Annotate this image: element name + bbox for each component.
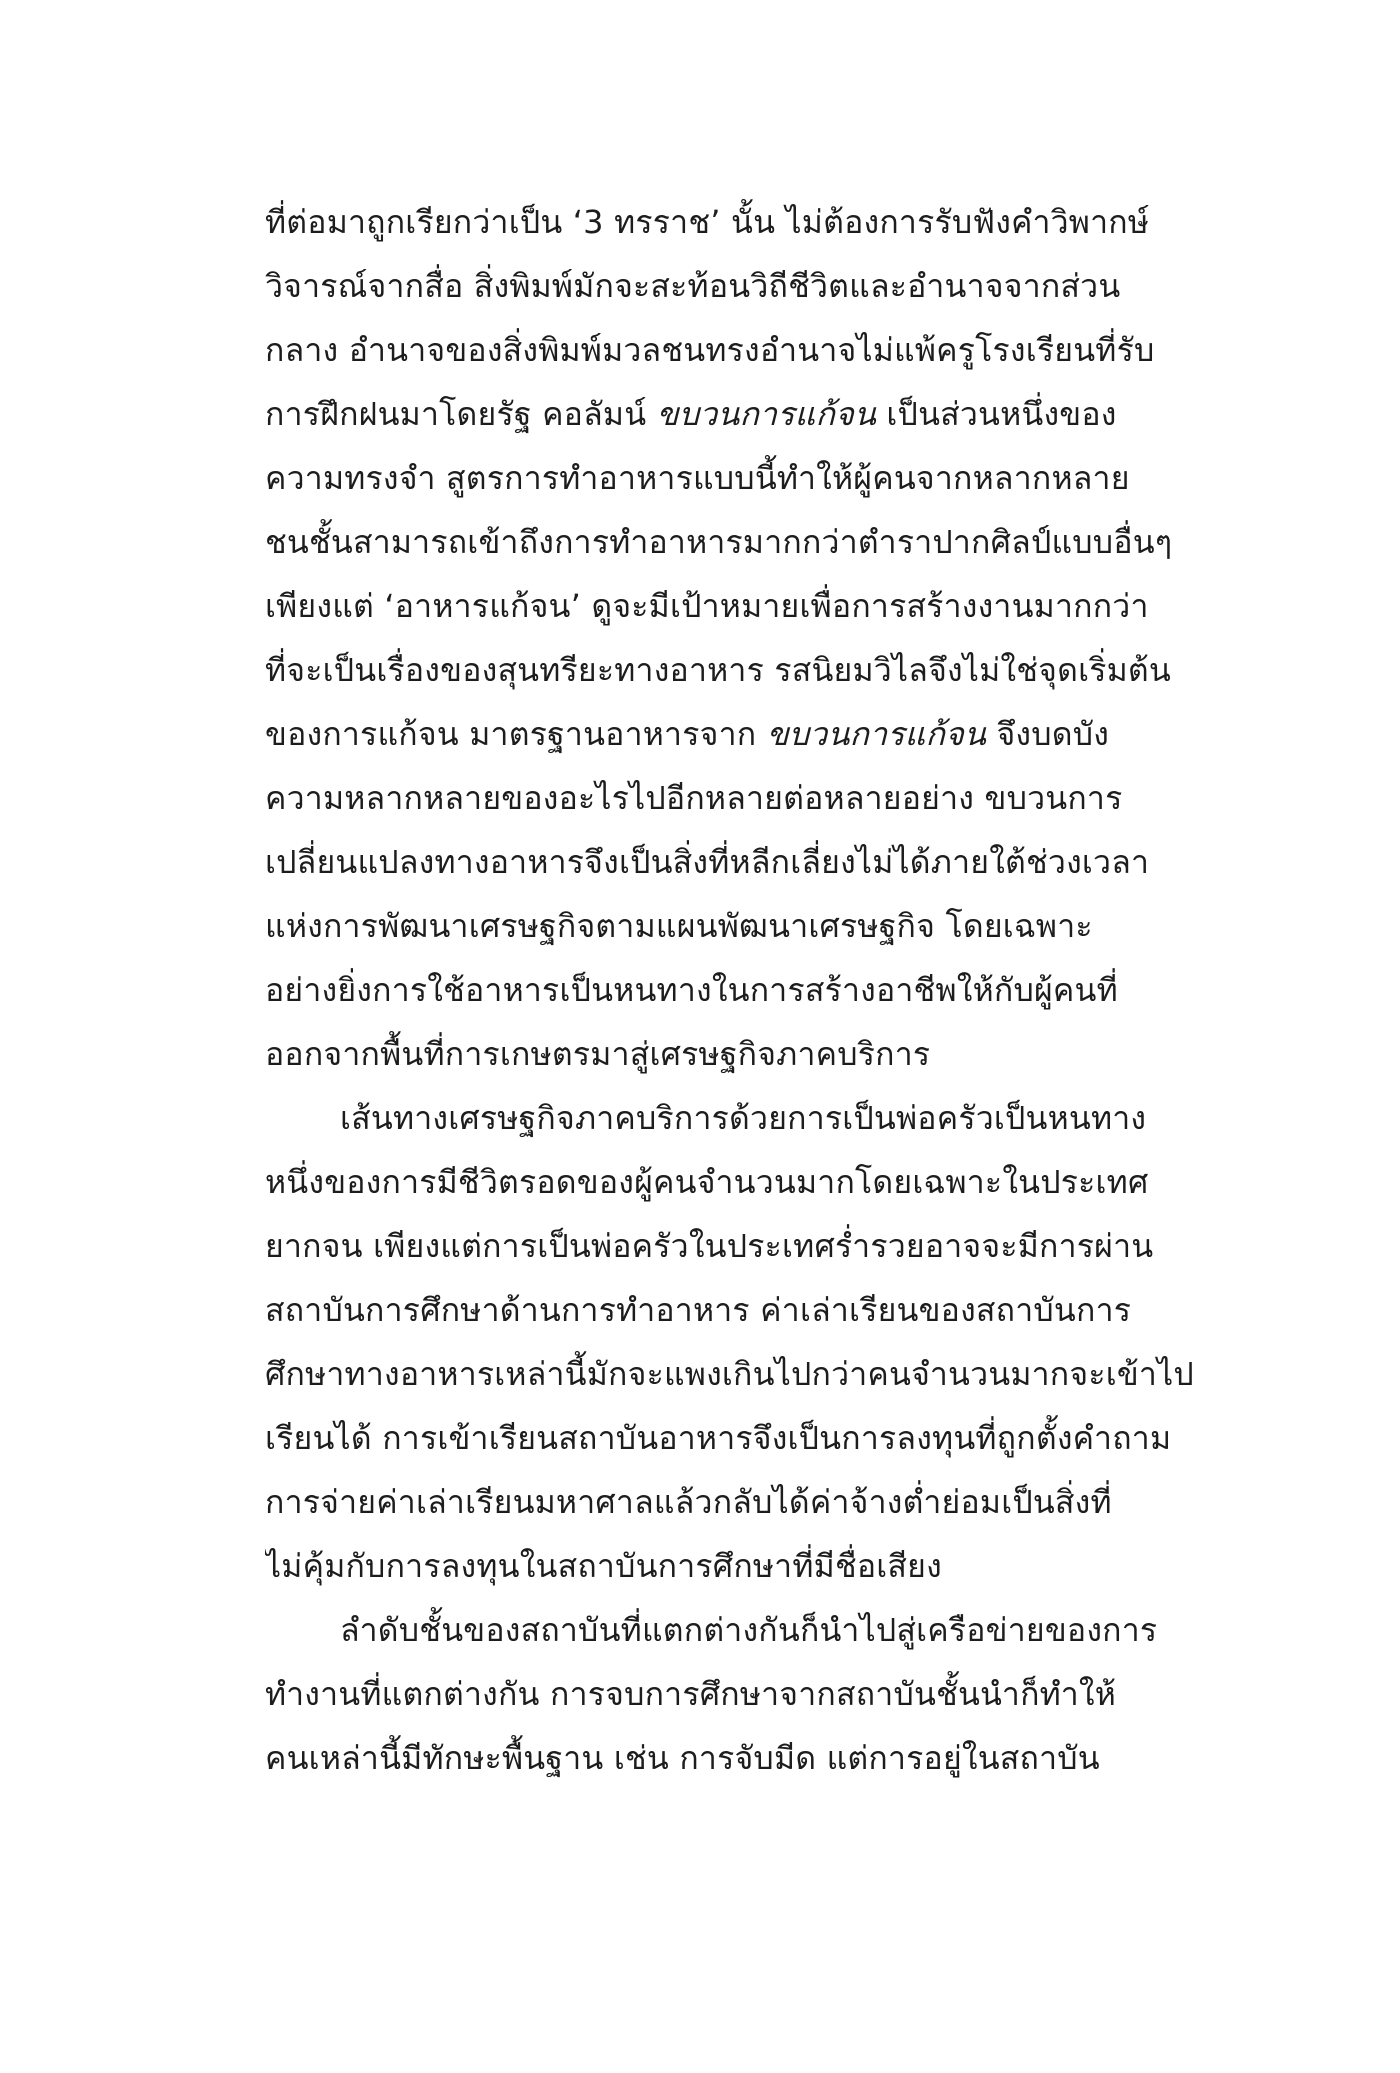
- line-text: การฝึกฝนมาโดยรัฐ คอลัมน์: [265, 395, 657, 433]
- line-text: วิจารณ์จากสื่อ สิ่งพิมพ์มักจะสะท้อนวิถีชีวิตและอำนาจจากส่วน: [265, 267, 1121, 305]
- line-text: คนเหล่านี้มีทักษะพื้นฐาน เช่น การจับมีด แต่การอยู่ในสถาบัน: [265, 1739, 1100, 1777]
- line-text: การจ่ายค่าเล่าเรียนมหาศาลแล้วกลับได้ค่าจ้างต่ำย่อมเป็นสิ่งที่: [265, 1483, 1112, 1521]
- text-line: [265, 1214, 1265, 1278]
- text-line: [265, 1534, 1265, 1598]
- text-line: [265, 382, 1265, 446]
- line-text: ทำงานที่แตกต่างกัน การจบการศึกษาจากสถาบันชั้นนำก็ทำให้: [265, 1675, 1117, 1713]
- line-text: อย่างยิ่งการใช้อาหารเป็นหนทางในการสร้างอาชีพให้กับผู้คนที่: [265, 971, 1118, 1009]
- text-line: [265, 1022, 1265, 1086]
- line-text: ชนชั้นสามารถเข้าถึงการทำอาหารมากกว่าตำราปากศิลป์แบบอื่นๆ: [265, 523, 1173, 561]
- line-text: หนึ่งของการมีชีวิตรอดของผู้คนจำนวนมากโดยเฉพาะในประเทศ: [265, 1163, 1149, 1201]
- body-text: [265, 190, 1265, 1790]
- line-text: เป็นส่วนหนึ่งของ: [876, 395, 1117, 433]
- text-line: [265, 1278, 1265, 1342]
- text-line: [265, 1470, 1265, 1534]
- line-text: ยากจน เพียงแต่การเป็นพ่อครัวในประเทศร่ำรวยอาจจะมีการผ่าน: [265, 1227, 1154, 1265]
- line-text: ศึกษาทางอาหารเหล่านี้มักจะแพงเกินไปกว่าคนจำนวนมากจะเข้าไป: [265, 1355, 1194, 1393]
- line-text: ของการแก้จน มาตรฐานอาหารจาก: [265, 715, 767, 753]
- text-line: [265, 318, 1265, 382]
- line-text: ความหลากหลายของอะไรไปอีกหลายต่อหลายอย่าง ขบวนการ: [265, 779, 1123, 817]
- line-text: กลาง อำนาจของสิ่งพิมพ์มวลชนทรงอำนาจไม่แพ้ครูโรงเรียนที่รับ: [265, 331, 1155, 369]
- italic-title-text: ขบวนการแก้จน: [656, 395, 877, 433]
- text-line: [265, 1406, 1265, 1470]
- text-line: [265, 894, 1265, 958]
- line-text: ที่จะเป็นเรื่องของสุนทรียะทางอาหาร รสนิยมวิไลจึงไม่ใช่จุดเริ่มต้น: [265, 651, 1171, 689]
- line-text: เปลี่ยนแปลงทางอาหารจึงเป็นสิ่งที่หลีกเลี่ยงไม่ได้ภายใต้ช่วงเวลา: [265, 843, 1150, 881]
- text-line: [265, 638, 1265, 702]
- text-line: [265, 190, 1265, 254]
- paragraph-first-line: [265, 1086, 1265, 1150]
- line-text: สถาบันการศึกษาด้านการทำอาหาร ค่าเล่าเรียนของสถาบันการ: [265, 1291, 1132, 1329]
- line-text: ไม่คุ้มกับการลงทุนในสถาบันการศึกษาที่มีชื่อเสียง: [265, 1547, 942, 1585]
- text-line: [265, 1662, 1265, 1726]
- text-line: [265, 254, 1265, 318]
- text-line: [265, 702, 1265, 766]
- text-line: [265, 446, 1265, 510]
- text-line: [265, 766, 1265, 830]
- text-line: [265, 830, 1265, 894]
- text-line: [265, 510, 1265, 574]
- line-text: ออกจากพื้นที่การเกษตรมาสู่เศรษฐกิจภาคบริการ: [265, 1035, 931, 1073]
- text-line: [265, 1726, 1265, 1790]
- line-text: ความทรงจำ สูตรการทำอาหารแบบนี้ทำให้ผู้คนจากหลากหลาย: [265, 459, 1130, 497]
- line-text: แห่งการพัฒนาเศรษฐกิจตามแผนพัฒนาเศรษฐกิจ โดยเฉพาะ: [265, 907, 1093, 945]
- line-text: ลำดับชั้นของสถาบันที่แตกต่างกันก็นำไปสู่เครือข่ายของการ: [340, 1611, 1158, 1649]
- paragraph-first-line: [265, 1598, 1265, 1662]
- line-text: เพียงแต่ ‘อาหารแก้จน’ ดูจะมีเป้าหมายเพื่อการสร้างงานมากกว่า: [265, 587, 1149, 625]
- line-text: ที่ต่อมาถูกเรียกว่าเป็น ‘3 ทรราช’ นั้น ไม่ต้องการรับฟังคำวิพากษ์: [265, 203, 1150, 241]
- line-text: จึงบดบัง: [986, 715, 1110, 753]
- text-line: [265, 1150, 1265, 1214]
- text-line: [265, 1342, 1265, 1406]
- text-line: [265, 958, 1265, 1022]
- line-text: เส้นทางเศรษฐกิจภาคบริการด้วยการเป็นพ่อครัวเป็นหนทาง: [340, 1099, 1147, 1137]
- italic-title-text: ขบวนการแก้จน: [766, 715, 987, 753]
- text-line: [265, 574, 1265, 638]
- line-text: เรียนได้ การเข้าเรียนสถาบันอาหารจึงเป็นการลงทุนที่ถูกตั้งคำถาม: [265, 1419, 1172, 1457]
